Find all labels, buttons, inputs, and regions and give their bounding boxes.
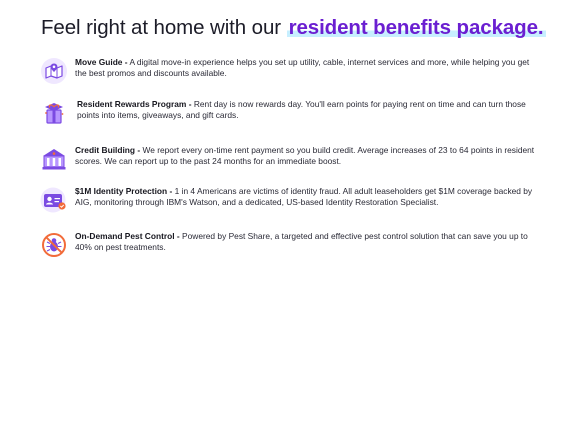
headline-highlight: resident benefits package. <box>288 16 544 39</box>
benefit-title: Resident Rewards Program - <box>77 99 192 109</box>
gift-icon <box>40 99 68 127</box>
building-icon <box>40 145 68 173</box>
benefit-identity-protection <box>40 186 540 216</box>
page-headline <box>41 14 561 42</box>
benefit-move-guide-text <box>75 57 537 79</box>
benefit-title: On-Demand Pest Control - <box>75 231 180 241</box>
benefit-resident-rewards-text <box>77 99 539 121</box>
benefit-pest-control-text <box>75 231 537 253</box>
benefit-title: Credit Building - <box>75 145 141 155</box>
benefit-credit-building <box>40 145 540 175</box>
benefit-move-guide <box>40 57 540 87</box>
benefit-resident-rewards <box>40 99 540 129</box>
benefit-credit-building-text <box>75 145 537 167</box>
map-guide-icon <box>40 57 68 85</box>
benefit-title: Move Guide - <box>75 57 128 67</box>
bug-icon <box>40 231 68 259</box>
benefit-body: A digital move-in experience helps you set up utility, cable, internet services and more, while helping you get the best promos and discounts available. <box>75 57 530 78</box>
benefit-title: $1M Identity Protection - <box>75 186 173 196</box>
identity-card-icon <box>40 186 68 214</box>
benefit-body: Powered by Pest Share, a targeted and effective pest control solution that can save you up to 40% on pest treatments. <box>75 231 528 252</box>
headline-lead: Feel right at home with our <box>41 16 281 39</box>
benefit-pest-control <box>40 231 540 261</box>
benefit-body: We report every on-time rent payment so you build credit. Average increases of 23 to 64 points in resident scores. We can report up to the past 24 months for an immediate boost. <box>75 145 535 166</box>
benefit-identity-protection-text <box>75 186 537 208</box>
benefit-body: 1 in 4 Americans are victims of identity fraud. All adult leaseholders get $1M coverage backed by AIG, monitoring through IBM's Watson, and a dedicated, US-based Identity Restoration Specialist. <box>75 186 533 207</box>
benefit-body: Rent day is now rewards day. You'll earn points for paying rent on time and can turn those points into items, giveaways, and gift cards. <box>77 99 526 120</box>
